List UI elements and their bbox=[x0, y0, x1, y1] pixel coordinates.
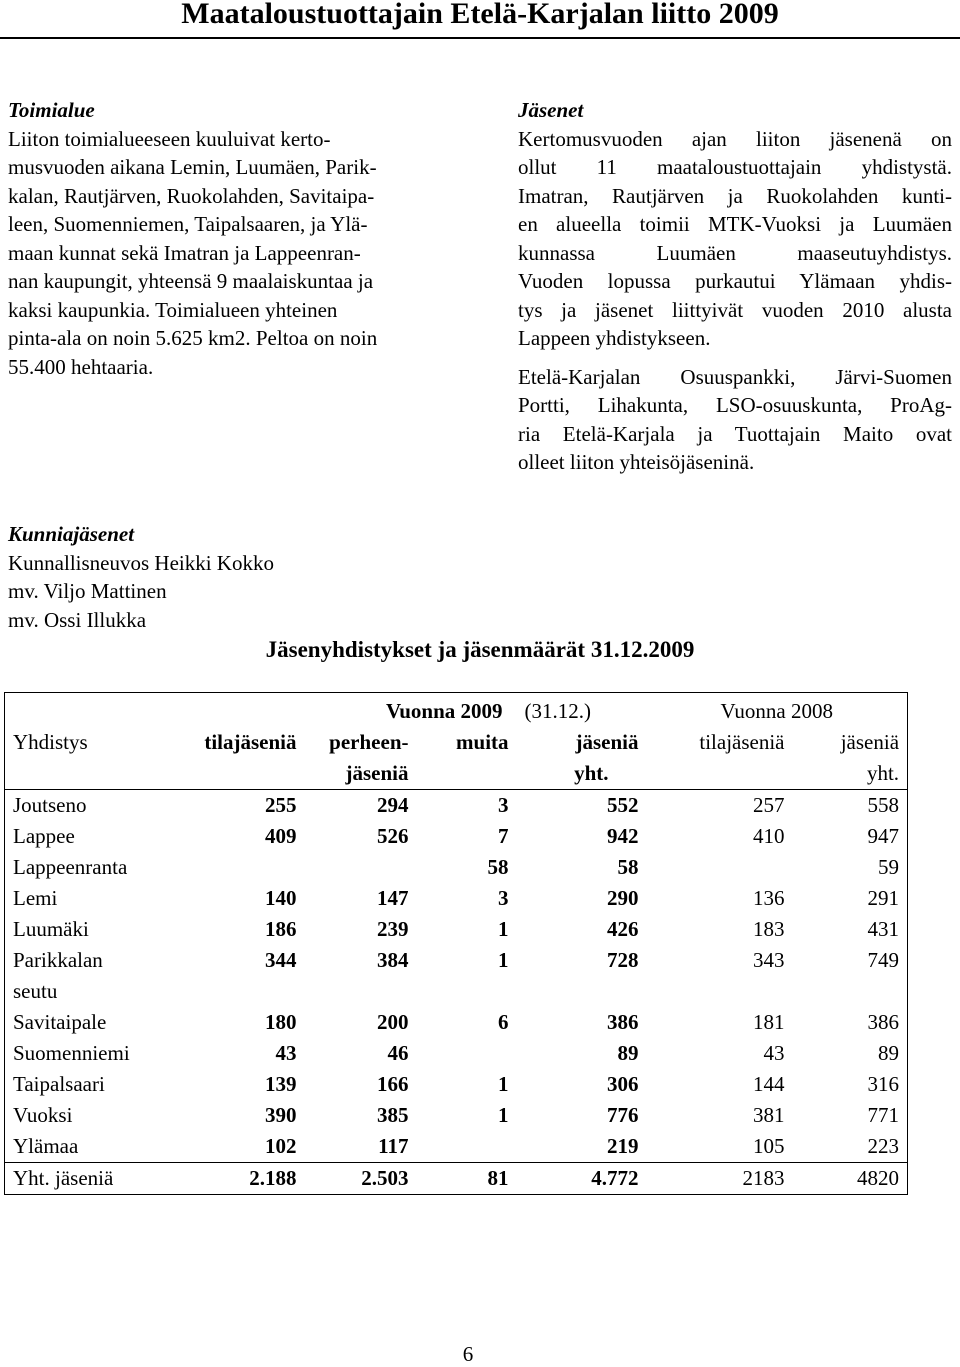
cell-yht bbox=[517, 976, 647, 1007]
jasenet-paragraph-1 bbox=[518, 125, 952, 353]
cell-tila: 409 bbox=[265, 824, 297, 848]
cell-name: Vuoksi bbox=[13, 1103, 73, 1127]
col-header-yhdistys: Yhdistys bbox=[13, 730, 88, 754]
cell-name: Lappeenranta bbox=[13, 855, 128, 879]
table-row bbox=[5, 1100, 908, 1131]
cell-tila08: 257 bbox=[647, 790, 797, 822]
section-toimialue bbox=[8, 96, 448, 381]
cell-yht: 89 bbox=[617, 1041, 639, 1065]
section-heading-toimialue: Toimialue bbox=[8, 98, 95, 122]
cell-yht: 426 bbox=[607, 917, 639, 941]
cell-yht08: 291 bbox=[867, 886, 900, 910]
cell-muita: 7 bbox=[498, 824, 509, 848]
table-row bbox=[5, 790, 908, 822]
text-line: musvuoden aikana Lemin, Luumäen, Parik- bbox=[8, 155, 377, 179]
cell-yht08: 558 bbox=[797, 790, 908, 822]
cell-yht: 552 bbox=[517, 790, 647, 822]
table-header-row-2 bbox=[5, 758, 908, 790]
cell-yht: 58 bbox=[617, 855, 639, 879]
text-line: Kertomusvuoden ajan liiton jäsenenä on bbox=[518, 126, 952, 151]
cell-yht: 942 bbox=[607, 824, 639, 848]
col-header-muita: muita bbox=[456, 730, 509, 754]
cell-tila: 43 bbox=[275, 1041, 297, 1065]
cell-name: Yht. jäseniä bbox=[5, 1163, 175, 1195]
cell-perhe bbox=[305, 976, 417, 1007]
table-row bbox=[5, 821, 908, 852]
cell-tila: 2.188 bbox=[175, 1163, 305, 1195]
cell-name: Suomenniemi bbox=[13, 1041, 130, 1065]
cell-yht08: 4820 bbox=[797, 1163, 908, 1195]
cell-tila: 186 bbox=[265, 917, 297, 941]
table-row bbox=[5, 1069, 908, 1100]
col-header-tilajaseniä-2008: tilajäseniä bbox=[699, 730, 785, 754]
text-line: kaksi kaupunkia. Toimialueen yhteinen bbox=[8, 297, 338, 322]
cell-perhe bbox=[305, 852, 417, 883]
page-number: 6 bbox=[462, 1342, 474, 1366]
cell-name: Taipalsaari bbox=[13, 1072, 105, 1096]
cell-yht: 290 bbox=[607, 886, 639, 910]
toimialue-text bbox=[8, 125, 448, 382]
cell-perhe: 117 bbox=[378, 1134, 409, 1158]
cell-perhe: 147 bbox=[377, 886, 409, 910]
cell-tila08: 181 bbox=[753, 1010, 785, 1034]
date-2009-header: (31.12.) bbox=[524, 699, 592, 723]
year-2008-header: Vuonna 2008 bbox=[720, 699, 834, 723]
table-total-row bbox=[5, 1163, 908, 1195]
cell-yht: 4.772 bbox=[517, 1163, 647, 1195]
cell-tila: 390 bbox=[265, 1103, 297, 1127]
page-title: Maataloustuottajain Etelä-Karjalan liitto 2009 bbox=[181, 0, 779, 30]
cell-yht08: 386 bbox=[867, 1010, 900, 1034]
cell-tila bbox=[175, 852, 305, 883]
cell-tila08: 144 bbox=[753, 1072, 785, 1096]
cell-yht: 776 bbox=[607, 1103, 639, 1127]
table-row bbox=[5, 852, 908, 883]
cell-tila: 139 bbox=[265, 1072, 297, 1096]
cell-yht08: 316 bbox=[867, 1072, 900, 1096]
cell-muita: 6 bbox=[498, 1010, 509, 1034]
cell-yht: 386 bbox=[607, 1010, 639, 1034]
cell-tila08: 2183 bbox=[647, 1163, 797, 1195]
membership-table bbox=[4, 692, 908, 1195]
cell-perhe: 200 bbox=[377, 1010, 409, 1034]
membership-table-wrapper bbox=[4, 692, 907, 1195]
cell-tila: 255 bbox=[175, 790, 305, 822]
cell-muita: 81 bbox=[417, 1163, 517, 1195]
col-header-jaseniä-2008: jäseniä bbox=[840, 730, 900, 754]
section-jasenet bbox=[518, 96, 952, 477]
cell-name: Parikkalan bbox=[13, 948, 103, 972]
cell-tila08: 343 bbox=[753, 948, 785, 972]
title-underline bbox=[0, 37, 960, 39]
cell-tila08 bbox=[647, 852, 797, 883]
cell-yht08: 947 bbox=[867, 824, 900, 848]
cell-muita: 1 bbox=[498, 1103, 509, 1127]
cell-name: Ylämaa bbox=[13, 1134, 79, 1158]
table-row bbox=[5, 1131, 908, 1163]
cell-name: Joutseno bbox=[5, 790, 175, 822]
col-header-perheen: perheen- bbox=[329, 730, 409, 754]
cell-perhe: 526 bbox=[377, 824, 409, 848]
col-header-yht-2008: yht. bbox=[866, 761, 900, 785]
cell-yht08: 223 bbox=[867, 1134, 900, 1158]
cell-tila: 102 bbox=[265, 1134, 297, 1158]
cell-perhe: 2.503 bbox=[305, 1163, 417, 1195]
text-line: leen, Suomenniemen, Taipalsaaren, ja Ylä- bbox=[8, 212, 368, 236]
col-header-jaseniä-cont: jäseniä bbox=[345, 761, 409, 785]
honorary-member: mv. Ossi Illukka bbox=[8, 607, 147, 632]
cell-yht08: 749 bbox=[867, 948, 900, 972]
table-row bbox=[5, 976, 908, 1007]
cell-perhe: 385 bbox=[377, 1103, 409, 1127]
table-row bbox=[5, 1007, 908, 1038]
cell-name: Luumäki bbox=[13, 917, 89, 941]
cell-tila08: 410 bbox=[753, 824, 785, 848]
table-row bbox=[5, 1038, 908, 1069]
cell-tila08: 183 bbox=[753, 917, 785, 941]
cell-muita: 1 bbox=[498, 948, 509, 972]
text-line: Portti, Lihakunta, LSO-osuuskunta, ProAg- bbox=[518, 393, 952, 417]
section-heading-kunniajasenet: Kunniajäsenet bbox=[8, 522, 135, 546]
jasenet-paragraph-2 bbox=[518, 363, 952, 477]
table-title: Jäsenyhdistykset ja jäsenmäärät 31.12.2009 bbox=[265, 637, 695, 662]
text-line: kunnassa Luumäen maaseutuyhdistys. bbox=[518, 240, 952, 265]
section-heading-jasenet: Jäsenet bbox=[518, 98, 584, 122]
col-header-yht: yht. bbox=[574, 761, 609, 785]
text-line: maan kunnat sekä Imatran ja Lappeenran- bbox=[8, 240, 361, 265]
honorary-member: mv. Viljo Mattinen bbox=[8, 579, 167, 603]
text-line: ria Etelä-Karjala ja Tuottajain Maito ovat bbox=[518, 421, 952, 446]
text-line: nan kaupungit, yhteensä 9 maalaiskuntaa ja bbox=[8, 269, 374, 293]
cell-tila: 140 bbox=[265, 886, 297, 910]
cell-name: Lappee bbox=[13, 824, 75, 848]
cell-perhe: 294 bbox=[305, 790, 417, 822]
year-2009-header: Vuonna 2009 bbox=[385, 699, 503, 723]
text-line: tys ja jäsenet liittyivät vuoden 2010 alusta bbox=[518, 297, 952, 322]
cell-perhe: 239 bbox=[377, 917, 409, 941]
text-line: 55.400 hehtaaria. bbox=[8, 354, 154, 379]
cell-yht08: 89 bbox=[878, 1041, 900, 1065]
cell-tila08 bbox=[647, 976, 797, 1007]
table-row bbox=[5, 945, 908, 976]
table-header-row bbox=[5, 727, 908, 758]
text-line: en alueella toimii MTK-Vuoksi ja Luumäen bbox=[518, 212, 952, 236]
text-line: Etelä-Karjalan Osuuspankki, Järvi-Suomen bbox=[518, 364, 952, 389]
cell-muita: 1 bbox=[498, 1072, 509, 1096]
col-header-jaseniä-yht: jäseniä bbox=[575, 730, 639, 754]
cell-tila08: 136 bbox=[753, 886, 785, 910]
text-line: Vuoden lopussa purkautui Ylämaan yhdis- bbox=[518, 269, 952, 293]
table-year-row bbox=[5, 693, 908, 728]
cell-name: seutu bbox=[13, 979, 58, 1003]
honorary-member: Kunnallisneuvos Heikki Kokko bbox=[8, 550, 274, 575]
cell-muita: 58 bbox=[487, 855, 509, 879]
table-row bbox=[5, 914, 908, 945]
cell-yht08 bbox=[797, 976, 908, 1007]
cell-muita: 3 bbox=[498, 886, 509, 910]
cell-muita: 3 bbox=[417, 790, 517, 822]
text-line: kalan, Rautjärven, Ruokolahden, Savitaipa- bbox=[8, 183, 375, 208]
text-line: Lappeen yhdistykseen. bbox=[518, 326, 711, 350]
cell-muita bbox=[417, 1131, 517, 1163]
section-kunniajasenet bbox=[8, 520, 274, 634]
table-row bbox=[5, 883, 908, 914]
cell-tila: 344 bbox=[265, 948, 297, 972]
text-line: ollut 11 maataloustuottajain yhdistystä. bbox=[518, 155, 952, 179]
cell-muita bbox=[417, 976, 517, 1007]
cell-perhe: 166 bbox=[377, 1072, 409, 1096]
cell-yht: 306 bbox=[607, 1072, 639, 1096]
cell-tila08: 105 bbox=[753, 1134, 785, 1158]
text-line: Liiton toimialueeseen kuuluivat kerto- bbox=[8, 126, 331, 151]
cell-tila: 180 bbox=[265, 1010, 297, 1034]
cell-name: Savitaipale bbox=[13, 1010, 107, 1034]
cell-tila bbox=[175, 976, 305, 1007]
cell-yht: 219 bbox=[607, 1134, 639, 1158]
cell-name: Lemi bbox=[13, 886, 58, 910]
text-line: Imatran, Rautjärven ja Ruokolahden kunti- bbox=[518, 183, 952, 208]
text-line: olleet liiton yhteisöjäseninä. bbox=[518, 450, 755, 474]
cell-yht: 728 bbox=[607, 948, 639, 972]
cell-perhe: 46 bbox=[387, 1041, 409, 1065]
cell-tila08: 43 bbox=[763, 1041, 785, 1065]
cell-perhe: 384 bbox=[377, 948, 409, 972]
cell-yht08: 431 bbox=[867, 917, 900, 941]
text-line: pinta-ala on noin 5.625 km2. Peltoa on noin bbox=[8, 326, 378, 350]
cell-muita bbox=[417, 1038, 517, 1069]
col-header-tilajaseniä: tilajäseniä bbox=[204, 730, 297, 754]
cell-tila08: 381 bbox=[753, 1103, 785, 1127]
cell-yht08: 771 bbox=[867, 1103, 900, 1127]
col-header-perheenjaseniä bbox=[305, 727, 417, 758]
cell-muita: 1 bbox=[498, 917, 509, 941]
cell-yht08: 59 bbox=[878, 855, 900, 879]
